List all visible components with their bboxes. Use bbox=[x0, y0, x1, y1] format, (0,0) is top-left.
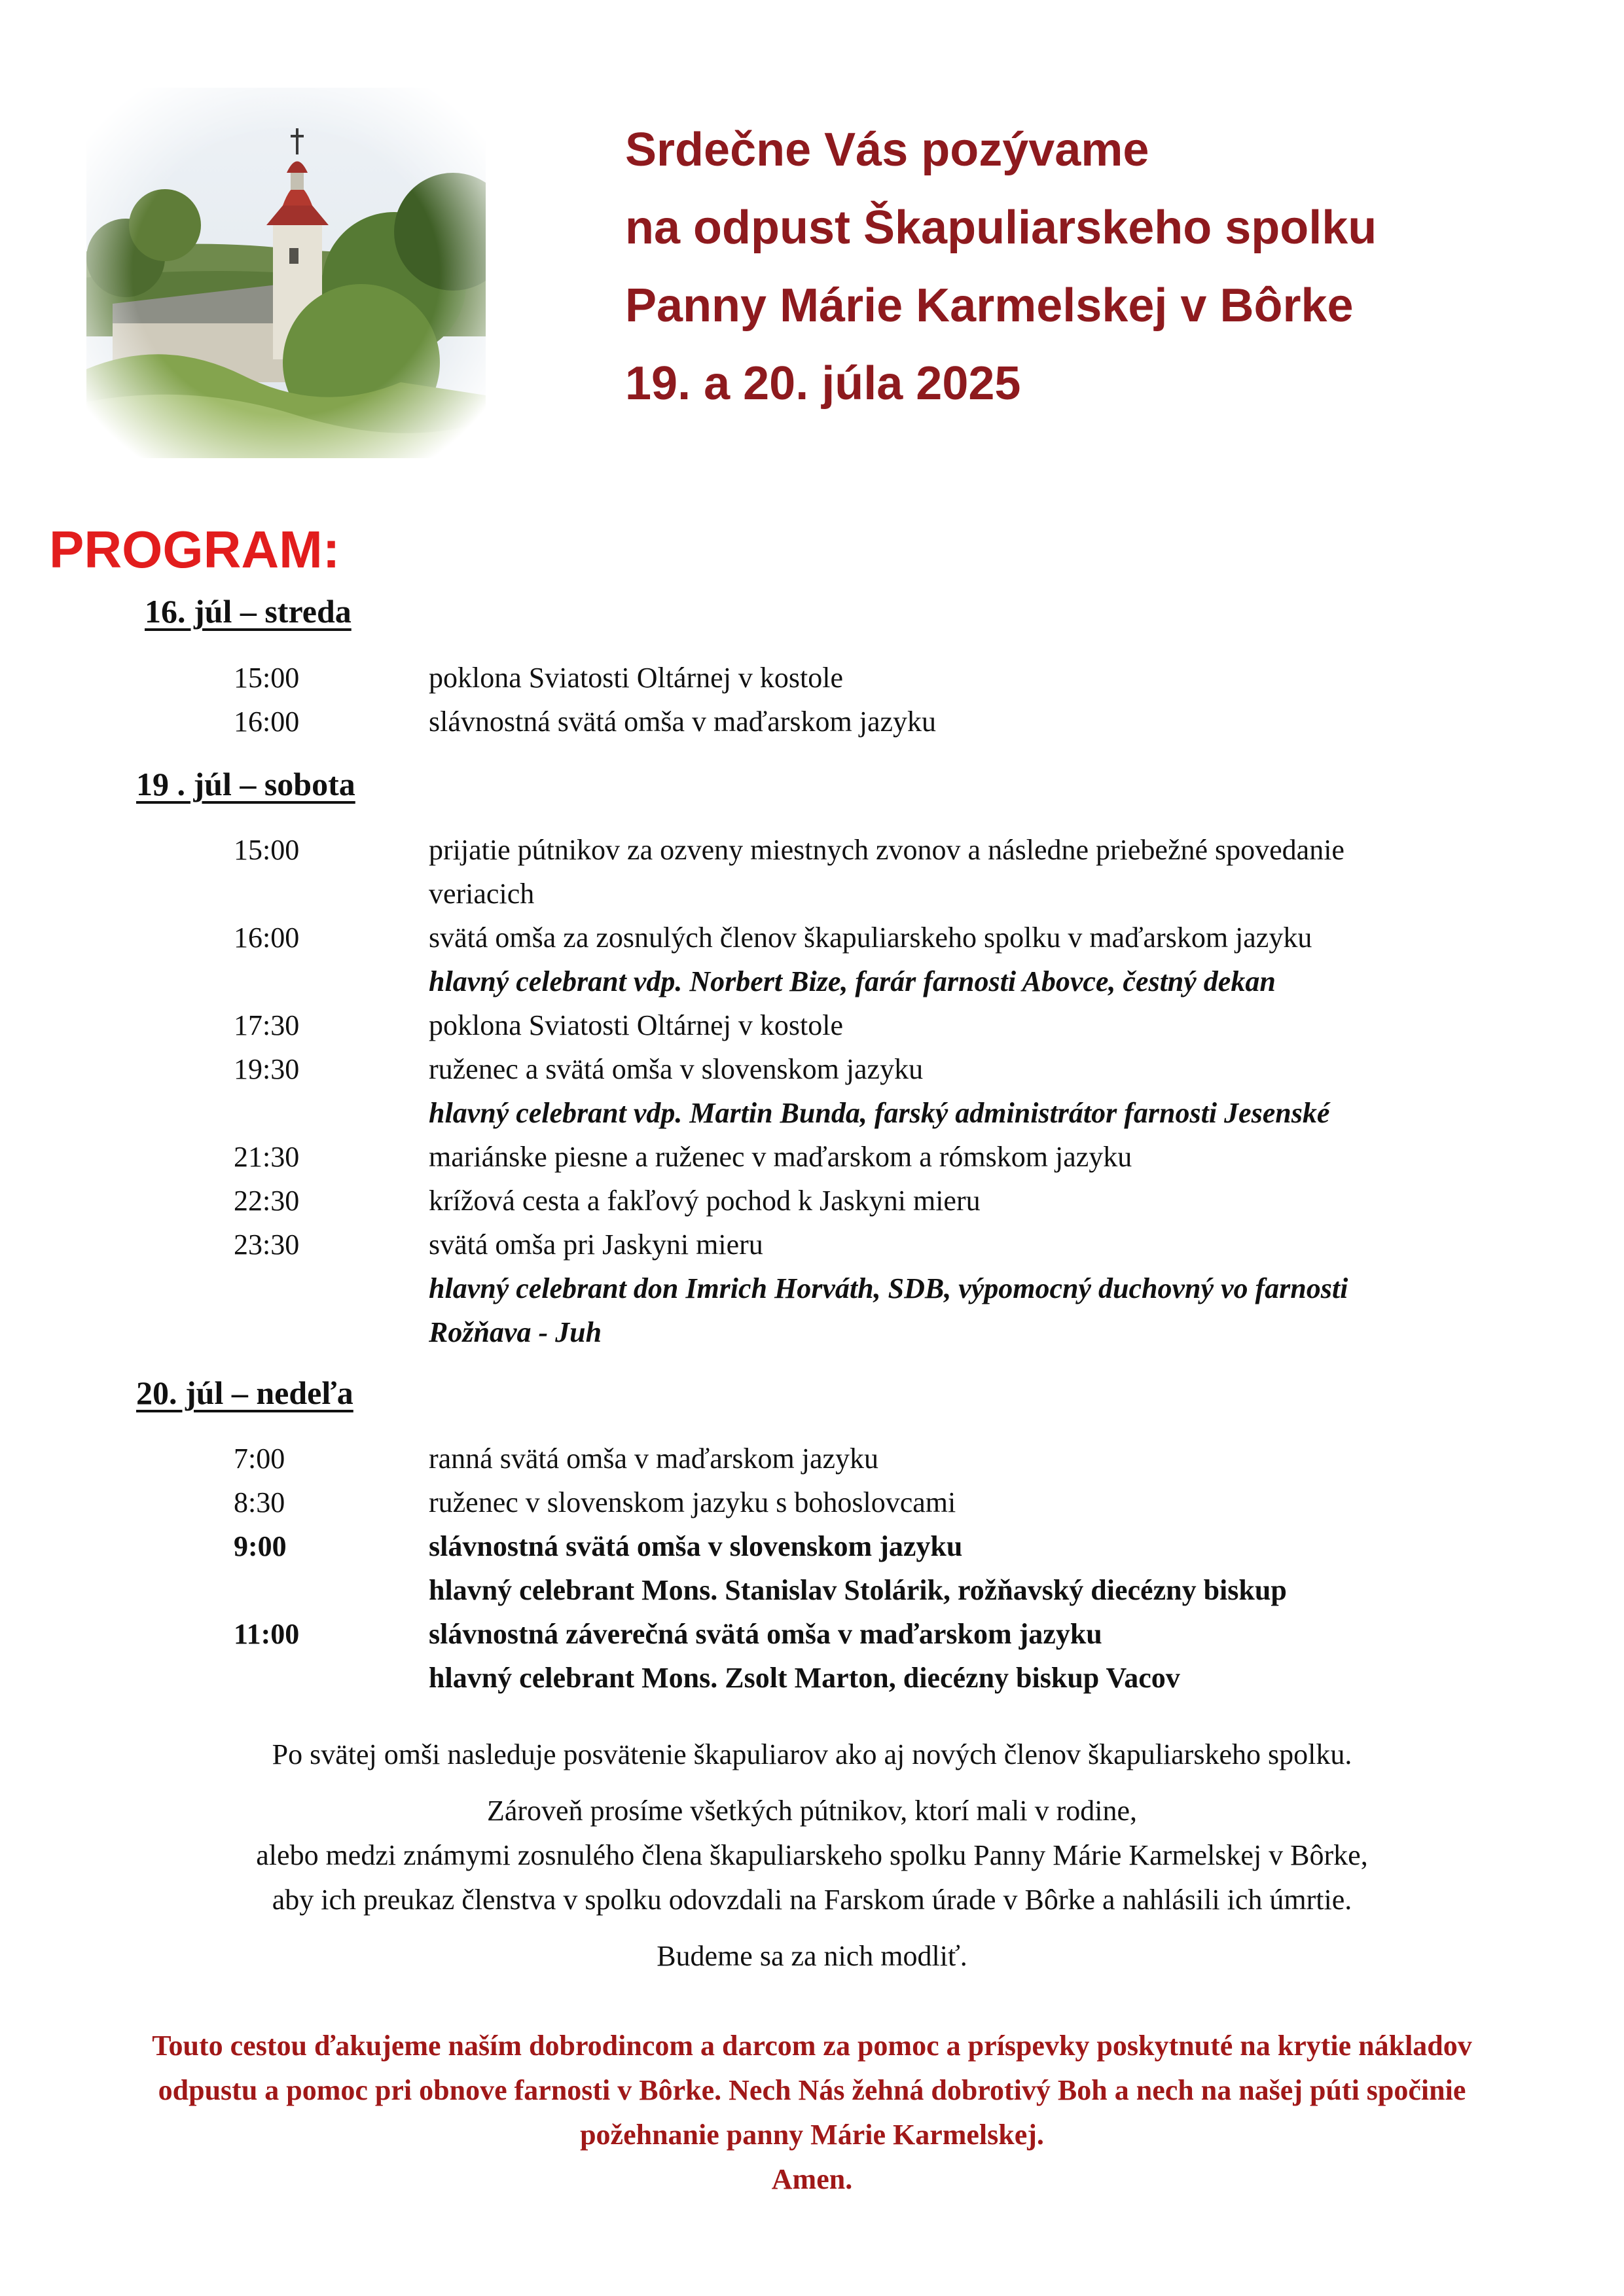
schedule-time: 21:30 bbox=[234, 1141, 300, 1173]
schedule-time: 7:00 bbox=[234, 1443, 285, 1475]
schedule-row bbox=[0, 1480, 1624, 1524]
schedule-text: poklona Sviatosti Oltárnej v kostole bbox=[429, 1009, 844, 1041]
celebrant-row bbox=[0, 1266, 1624, 1310]
note-blessing: Po svätej omši nasleduje posvätenie škapuliarov ako aj nových členov škapuliarskeho spolku. bbox=[272, 1738, 1352, 1770]
schedule-text: svätá omša za zosnulých členov škapuliarskeho spolku v maďarskom jazyku bbox=[429, 922, 1312, 954]
celebrant-text: hlavný celebrant vdp. Martin Bunda, farský administrátor farnosti Jesenské bbox=[429, 1097, 1330, 1129]
schedule-row bbox=[0, 828, 1624, 872]
schedule-time: 15:00 bbox=[234, 662, 300, 694]
schedule-row bbox=[0, 1179, 1624, 1223]
day-heading-sunday: 20. júl – nedeľa bbox=[136, 1374, 353, 1411]
thanks-line-3: požehnanie panny Márie Karmelskej. bbox=[580, 2119, 1044, 2151]
celebrant-row bbox=[0, 1656, 1624, 1700]
schedule-time: 22:30 bbox=[234, 1185, 300, 1217]
schedule-row-highlight bbox=[0, 1524, 1624, 1568]
schedule-text: slávnostná svätá omša v maďarskom jazyku bbox=[429, 706, 937, 738]
note-request-line-2: alebo medzi známymi zosnulého člena škapuliarskeho spolku Panny Márie Karmelskej v Bôrke, bbox=[256, 1839, 1368, 1871]
schedule-row bbox=[0, 1047, 1624, 1091]
celebrant-row bbox=[0, 1091, 1624, 1135]
schedule-wednesday bbox=[0, 656, 1624, 744]
thanks-amen: Amen. bbox=[771, 2163, 853, 2195]
schedule-text: poklona Sviatosti Oltárnej v kostole bbox=[429, 662, 844, 694]
note-prayer: Budeme sa za nich modliť. bbox=[657, 1940, 967, 1972]
closing-notes bbox=[0, 1732, 1624, 1979]
program-title: PROGRAM: bbox=[49, 520, 340, 579]
schedule-text: krížová cesta a fakľový pochod k Jaskyni mieru bbox=[429, 1185, 981, 1217]
schedule-time: 15:00 bbox=[234, 834, 300, 866]
note-request-line-3: aby ich preukaz členstva v spolku odovzdali na Farskom úrade v Bôrke a nahlásili ich úmrtie. bbox=[272, 1884, 1352, 1916]
schedule-time: 11:00 bbox=[234, 1618, 300, 1650]
note-request-line-1: Zároveň prosíme všetkých pútnikov, ktorí mali v rodine, bbox=[486, 1795, 1138, 1827]
schedule-time: 23:30 bbox=[234, 1229, 300, 1261]
schedule-row bbox=[0, 1437, 1624, 1480]
schedule-text: svätá omša pri Jaskyni mieru bbox=[429, 1229, 763, 1261]
schedule-time: 17:30 bbox=[234, 1009, 300, 1041]
schedule-row bbox=[0, 1223, 1624, 1266]
schedule-text: ruženec a svätá omša v slovenskom jazyku bbox=[429, 1053, 924, 1085]
invitation-line-1: Srdečne Vás pozývame bbox=[625, 124, 1149, 176]
schedule-row bbox=[0, 916, 1624, 960]
day-heading-wednesday: 16. júl – streda bbox=[145, 593, 352, 630]
schedule-row bbox=[0, 872, 1624, 916]
celebrant-row bbox=[0, 960, 1624, 1003]
celebrant-text: hlavný celebrant Mons. Stanislav Stolárik, rožňavský diecézny biskup bbox=[429, 1574, 1287, 1606]
celebrant-text: Rožňava - Juh bbox=[429, 1316, 602, 1348]
schedule-time: 16:00 bbox=[234, 706, 300, 738]
celebrant-text: hlavný celebrant don Imrich Horváth, SDB, výpomocný duchovný vo farnosti bbox=[429, 1272, 1348, 1304]
schedule-text: veriacich bbox=[429, 878, 535, 910]
schedule-text: mariánske piesne a ruženec v maďarskom a rómskom jazyku bbox=[429, 1141, 1132, 1173]
schedule-text: prijatie pútnikov za ozveny miestnych zvonov a následne priebežné spovedanie bbox=[429, 834, 1344, 866]
schedule-row bbox=[0, 1135, 1624, 1179]
thanks-section bbox=[0, 2024, 1624, 2202]
schedule-text: ruženec v slovenskom jazyku s bohoslovcami bbox=[429, 1486, 956, 1518]
celebrant-row bbox=[0, 1310, 1624, 1354]
invitation-dates: 19. a 20. júla 2025 bbox=[625, 357, 1021, 410]
schedule-time: 16:00 bbox=[234, 922, 300, 954]
celebrant-text: hlavný celebrant Mons. Zsolt Marton, diecézny biskup Vacov bbox=[429, 1662, 1180, 1694]
schedule-time: 9:00 bbox=[234, 1530, 287, 1562]
church-photo bbox=[86, 88, 486, 458]
schedule-sunday bbox=[0, 1437, 1624, 1700]
schedule-text: slávnostná záverečná svätá omša v maďarskom jazyku bbox=[429, 1618, 1102, 1650]
schedule-row bbox=[0, 1003, 1624, 1047]
schedule-text: ranná svätá omša v maďarskom jazyku bbox=[429, 1443, 879, 1475]
thanks-line-1: Touto cestou ďakujeme naším dobrodincom a darcom za pomoc a príspevky poskytnuté na krytie nákladov bbox=[152, 2030, 1472, 2062]
invitation-heading bbox=[625, 111, 1594, 423]
thanks-line-2: odpustu a pomoc pri obnove farnosti v Bôrke. Nech Nás žehná dobrotivý Boh a nech na našej púti spočinie bbox=[158, 2074, 1466, 2106]
celebrant-row bbox=[0, 1568, 1624, 1612]
invitation-line-3: Panny Márie Karmelskej v Bôrke bbox=[625, 279, 1354, 332]
schedule-time: 19:30 bbox=[234, 1053, 300, 1085]
invitation-line-2: na odpust Škapuliarskeho spolku bbox=[625, 202, 1377, 254]
schedule-saturday bbox=[0, 828, 1624, 1354]
schedule-text: slávnostná svätá omša v slovenskom jazyku bbox=[429, 1530, 963, 1562]
day-heading-saturday: 19 . júl – sobota bbox=[136, 766, 355, 802]
schedule-row-highlight bbox=[0, 1612, 1624, 1656]
schedule-row bbox=[0, 700, 1624, 744]
schedule-row bbox=[0, 656, 1624, 700]
celebrant-text: hlavný celebrant vdp. Norbert Bize, farár farnosti Abovce, čestný dekan bbox=[429, 965, 1276, 997]
schedule-time: 8:30 bbox=[234, 1486, 285, 1518]
